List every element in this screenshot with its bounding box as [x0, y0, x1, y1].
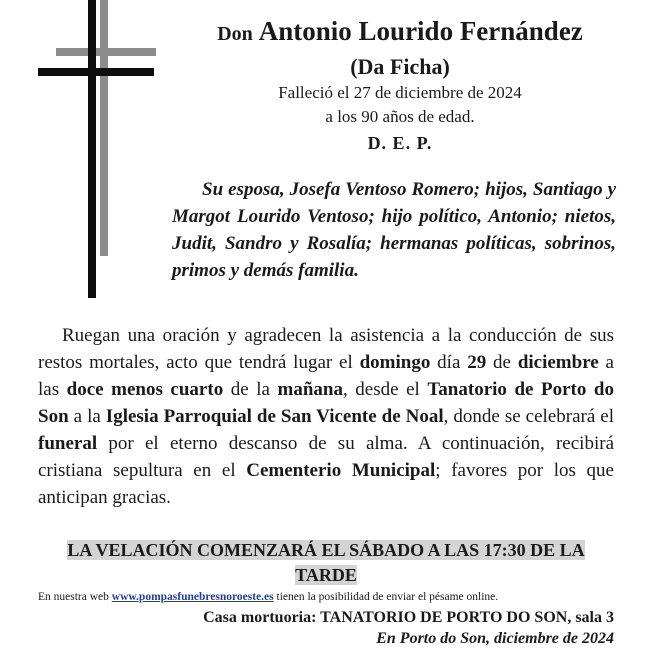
body-text-1: Ruegan una oración y agradecen la asistencia a la conducción de sus restos mortales, acto que tendrá lugar el: [38, 325, 614, 373]
ceremony-details: [38, 322, 614, 511]
age-at-death: a los 90 años de edad.: [325, 107, 475, 126]
wake-notice-text: LA VELACIÓN COMENZARÁ EL SÁBADO A LAS 17:30 DE LA TARDE: [67, 540, 585, 585]
body-text-10: ; favores por los que anticipan gracias.: [38, 460, 614, 508]
body-bold-7: Iglesia Parroquial de San Vicente de Noal: [105, 406, 444, 427]
body-text-2: día: [430, 352, 468, 373]
obituary-header: [170, 14, 630, 155]
body-text-7: a la: [68, 406, 106, 427]
cross-black-horizontal: [38, 68, 154, 76]
body-bold-5: mañana: [277, 379, 343, 400]
deceased-name: Antonio Lourido Fernández: [258, 16, 583, 46]
body-text-5: de la: [223, 379, 278, 400]
website-link[interactable]: www.pompasfunebresnoroeste.es: [111, 591, 274, 603]
body-bold-2: 29: [467, 352, 487, 373]
body-bold-3: diciembre: [517, 352, 599, 373]
place-and-date: En Porto do Son, diciembre de 2024: [376, 630, 614, 647]
rip-abbreviation: D. E. P.: [367, 133, 433, 153]
cross-gray-horizontal: [56, 48, 156, 56]
body-bold-8: funeral: [38, 433, 98, 454]
family-list: Su esposa, Josefa Ventoso Romero; hijos, Santiago y Margot Lourido Ventoso; hijo político, Antonio; nietos, Judit, Sandro y Rosalía; hermanas políticas, sobrinos, primos y demás familia.: [172, 179, 616, 281]
web-suffix: tienen la posibilidad de enviar el pésame online.: [273, 591, 499, 603]
body-bold-6: Tanatorio de Porto do Son: [38, 379, 615, 427]
cross-icon: [0, 0, 160, 300]
body-bold-9: Cementerio Municipal: [246, 460, 436, 481]
wake-notice: [36, 538, 616, 588]
cross-gray-vertical: [100, 0, 108, 256]
body-bold-1: domingo: [359, 352, 431, 373]
web-condolence-line: [38, 590, 618, 605]
cross-black-vertical: [88, 0, 96, 298]
web-prefix: En nuestra web: [38, 591, 112, 603]
body-text-4: a las: [38, 352, 614, 400]
deceased-alias: (Da Ficha): [350, 54, 450, 79]
body-text-8: , donde se celebrará el: [443, 406, 614, 427]
death-date: Falleció el 27 de diciembre de 2024: [278, 83, 522, 102]
body-text-9: por el eterno descanso de su alma. A continuación, recibirá cristiana sepultura en el: [38, 433, 614, 481]
honorific: Don: [217, 23, 253, 45]
body-text-6: , desde el: [342, 379, 428, 400]
body-text-3: de: [486, 352, 518, 373]
mortuary-location: Casa mortuoria: TANATORIO DE PORTO DO SON, sala 3: [203, 609, 614, 626]
deceased-name-line: [170, 14, 630, 51]
body-bold-4: doce menos cuarto: [66, 379, 224, 400]
